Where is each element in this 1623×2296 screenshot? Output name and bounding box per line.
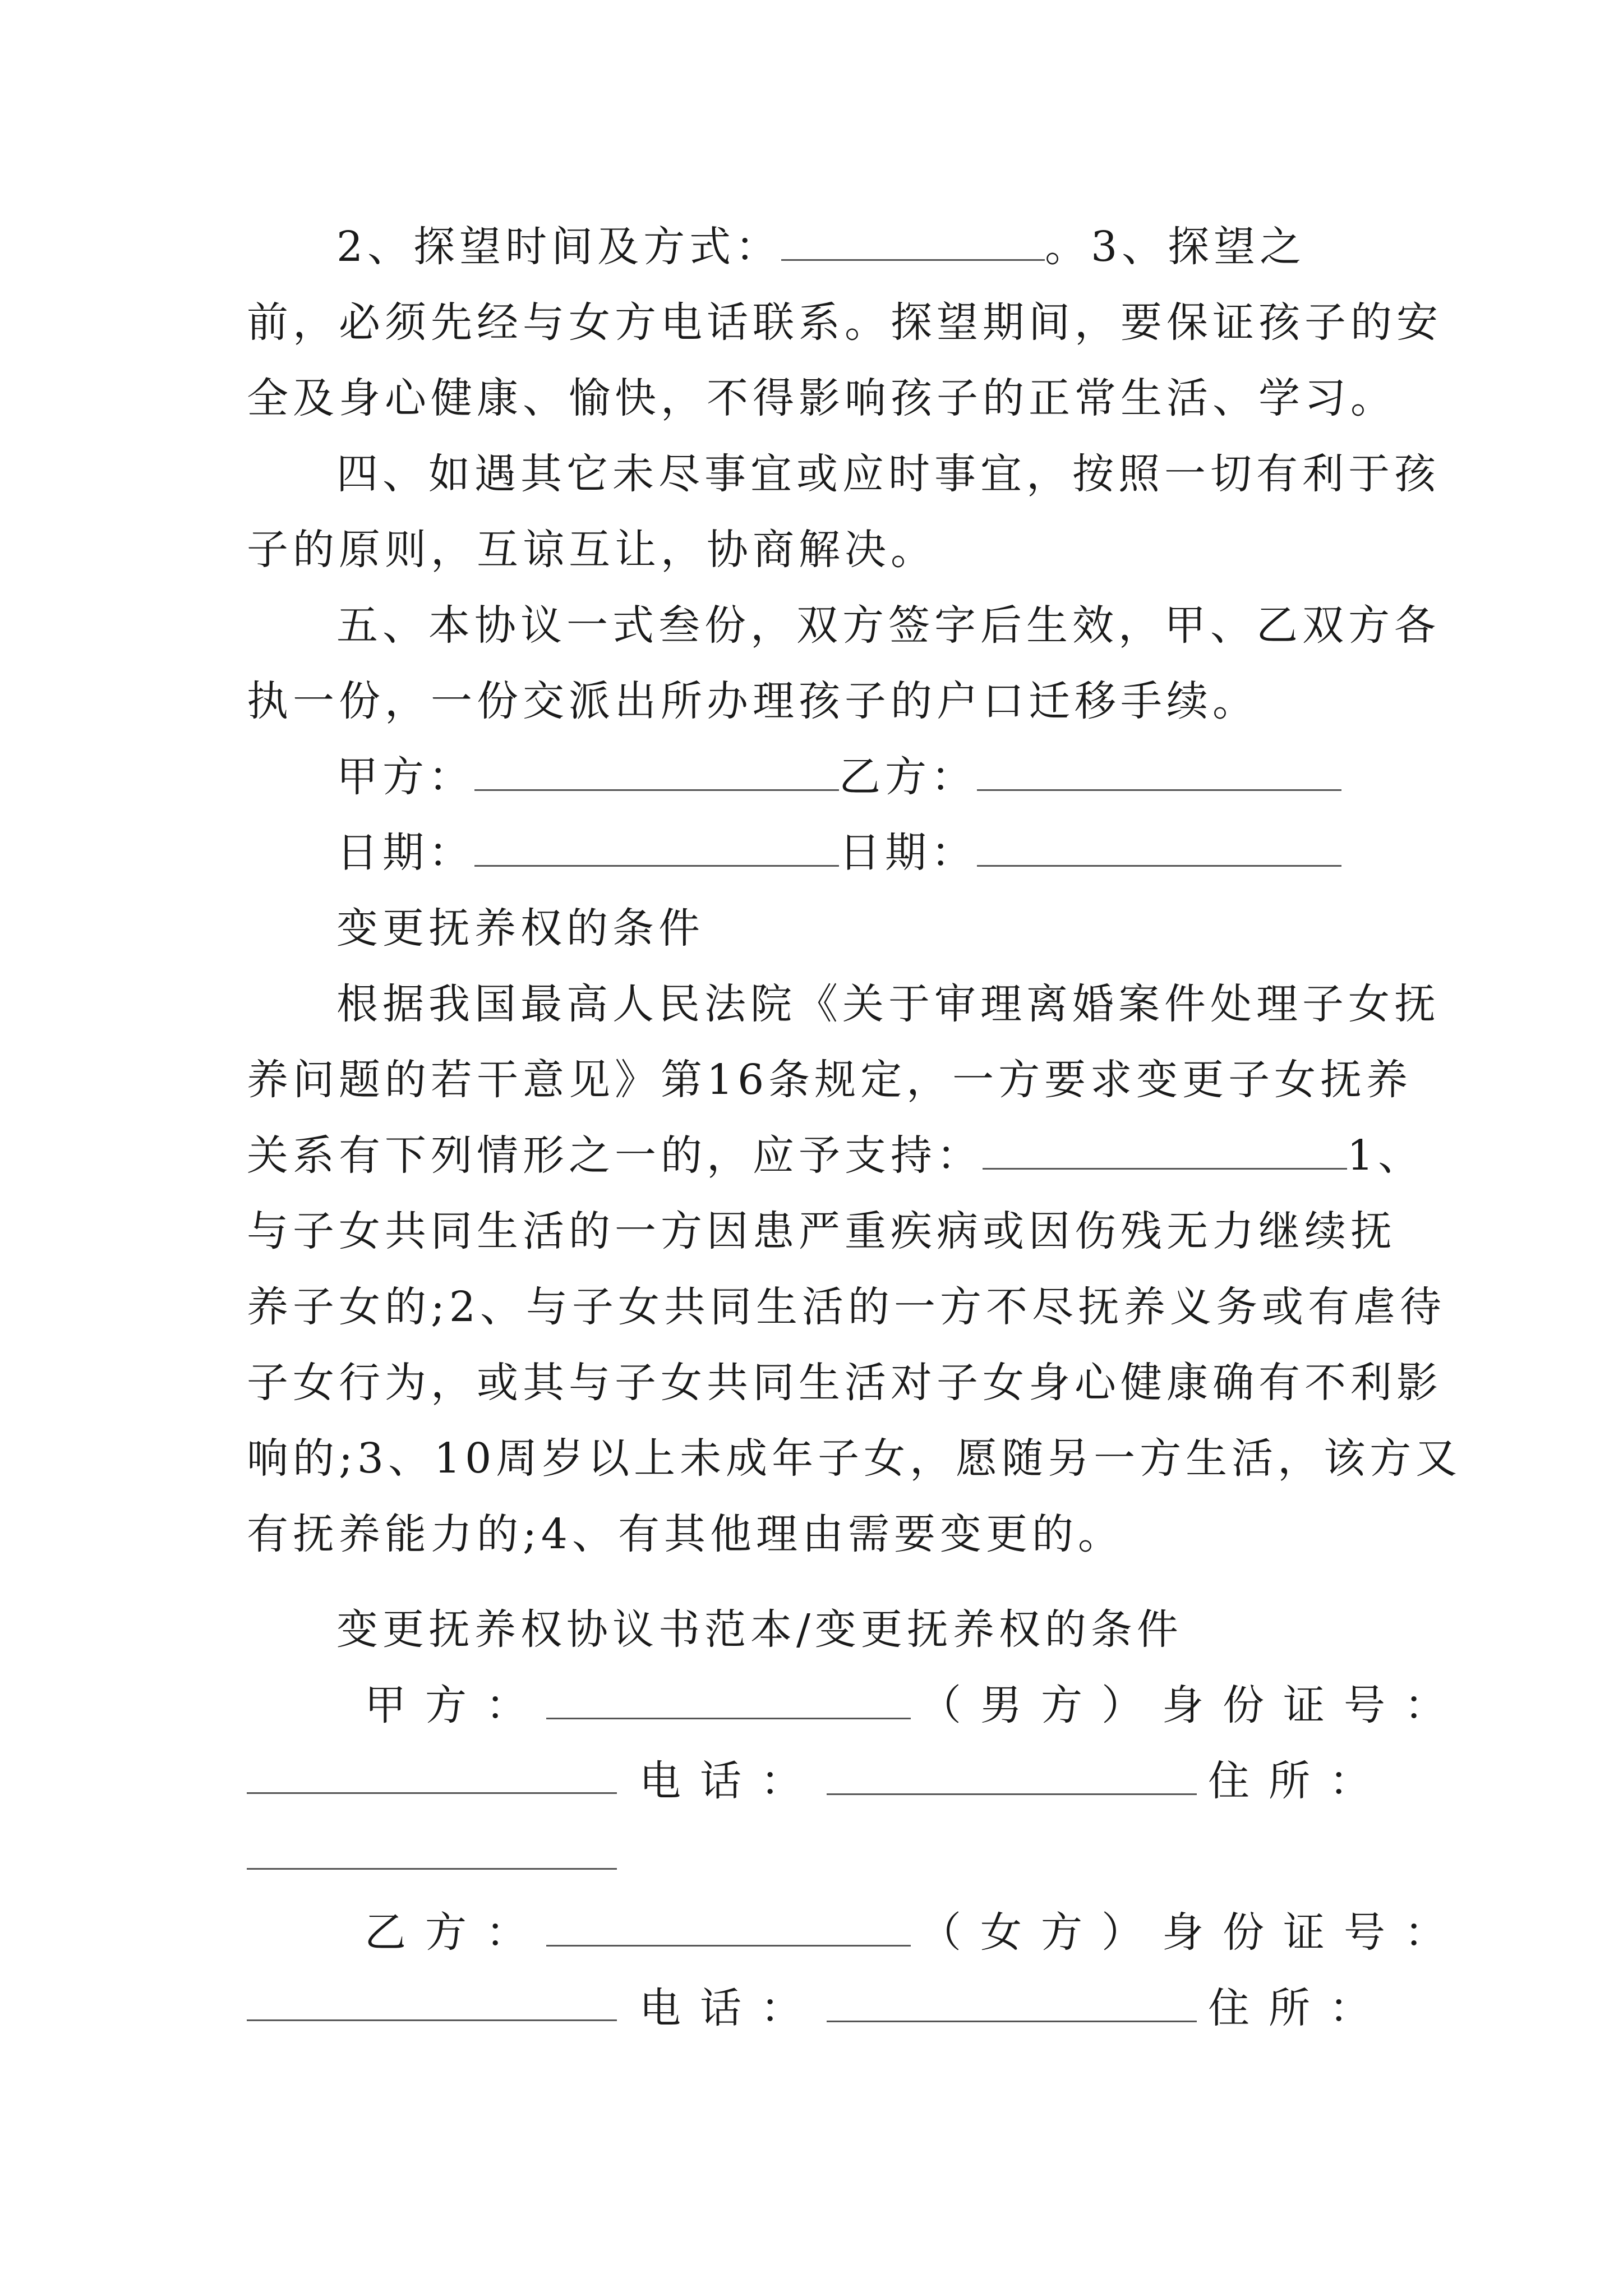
paragraph-line	[336, 597, 1440, 654]
date-b-label: 日期：	[839, 829, 977, 877]
text-span: 有抚养能力的;4、有其他理由需要变更的。	[247, 1510, 1124, 1558]
party-a-id-label: （男方）身份证号：	[920, 1681, 1465, 1729]
text-span: 养子女的;2、与子女共同生活的一方不尽抚养义务或有虐待	[247, 1283, 1446, 1331]
party-a-id-line	[365, 1677, 1465, 1733]
party-b-phone-line	[639, 1980, 1424, 2036]
text-span: 与子女共同生活的一方因患严重疾病或因伤残无力继续抚	[247, 1207, 1396, 1255]
party-b-id-blank[interactable]	[247, 2019, 617, 2021]
party-b-title: 乙方：	[365, 1908, 546, 1957]
visit-time-line	[336, 219, 1391, 275]
conditions-blank[interactable]	[983, 1133, 1347, 1170]
text-span: 五、本协议一式叁份，双方签字后生效，甲、乙双方各	[336, 601, 1440, 650]
party-b-address-label: 住所：	[1208, 1984, 1390, 2032]
party-a-id-blank[interactable]	[247, 1792, 617, 1794]
text-span: 变更抚养权的条件	[336, 904, 704, 953]
text-span: 根据我国最高人民法院《关于审理离婚案件处理子女抚	[336, 980, 1440, 1028]
party-a-label: 甲方：	[336, 753, 474, 801]
party-b-name-blank[interactable]	[546, 1910, 911, 1947]
paragraph-line	[247, 673, 1391, 729]
party-a-address-label: 住所：	[1208, 1757, 1390, 1805]
text-span: 子女行为，或其与子女共同生活对子女身心健康确有不利影	[247, 1359, 1442, 1407]
text-span: 养问题的若干意见》第16条规定，一方要求变更子女抚养	[247, 1056, 1413, 1104]
party-a-blank[interactable]	[474, 754, 839, 791]
paragraph-line	[336, 976, 1440, 1032]
party-b-phone-blank[interactable]	[827, 1986, 1197, 2022]
party-a-phone-blank[interactable]	[827, 1759, 1197, 1795]
conditions-line	[247, 1128, 1424, 1184]
party-a-address-blank[interactable]	[247, 1868, 617, 1870]
text-span: 1、	[1347, 1131, 1424, 1180]
paragraph-line	[247, 1279, 1446, 1335]
section-heading	[336, 900, 1391, 956]
text-span: 前，必须先经与女方电话联系。探望期间，要保证孩子的安	[247, 298, 1442, 347]
visit-time-tail: 。3、探望之	[1045, 223, 1306, 271]
party-b-id-line	[365, 1904, 1465, 1961]
paragraph-line	[247, 1052, 1413, 1108]
paragraph-line	[247, 522, 1391, 578]
date-a-blank[interactable]	[474, 830, 839, 867]
section-heading	[336, 1602, 1391, 1658]
text-span: 子的原则，互谅互让，协商解决。	[247, 526, 937, 574]
paragraph-line	[247, 1203, 1396, 1259]
text-span: 四、如遇其它未尽事宜或应时事宜，按照一切有利于孩	[336, 450, 1440, 498]
date-a-label: 日期：	[336, 829, 474, 877]
date-b-blank[interactable]	[977, 830, 1341, 867]
party-b-id-label: （女方）身份证号：	[920, 1908, 1465, 1957]
text-span: 关系有下列情形之一的，应予支持：	[247, 1131, 983, 1180]
party-b-label: 乙方：	[839, 753, 977, 801]
visit-time-label: 2、探望时间及方式：	[336, 223, 782, 271]
text-span: 全及身心健康、愉快，不得影响孩子的正常生活、学习。	[247, 374, 1396, 422]
party-b-blank[interactable]	[977, 754, 1341, 791]
paragraph-line	[247, 1506, 1391, 1562]
paragraph-line	[247, 295, 1442, 351]
date-signature-line	[336, 825, 1391, 881]
party-a-name-blank[interactable]	[546, 1683, 911, 1719]
party-a-phone-label: 电话：	[639, 1757, 821, 1805]
party-b-phone-label: 电话：	[639, 1984, 821, 2032]
party-a-phone-line	[639, 1753, 1424, 1809]
paragraph-line	[247, 1355, 1442, 1411]
text-span: 执一份，一份交派出所办理孩子的户口迁移手续。	[247, 677, 1258, 725]
paragraph-line	[336, 446, 1440, 502]
text-span: 响的;3、10周岁以上未成年子女，愿随另一方生活，该方又	[247, 1434, 1462, 1483]
visit-time-blank[interactable]	[781, 224, 1045, 261]
paragraph-line	[247, 1430, 1462, 1487]
text-span: 变更抚养权协议书范本/变更抚养权的条件	[336, 1605, 1183, 1654]
party-a-title: 甲方：	[365, 1681, 546, 1729]
paragraph-line	[247, 370, 1396, 426]
party-signature-line	[336, 749, 1391, 805]
